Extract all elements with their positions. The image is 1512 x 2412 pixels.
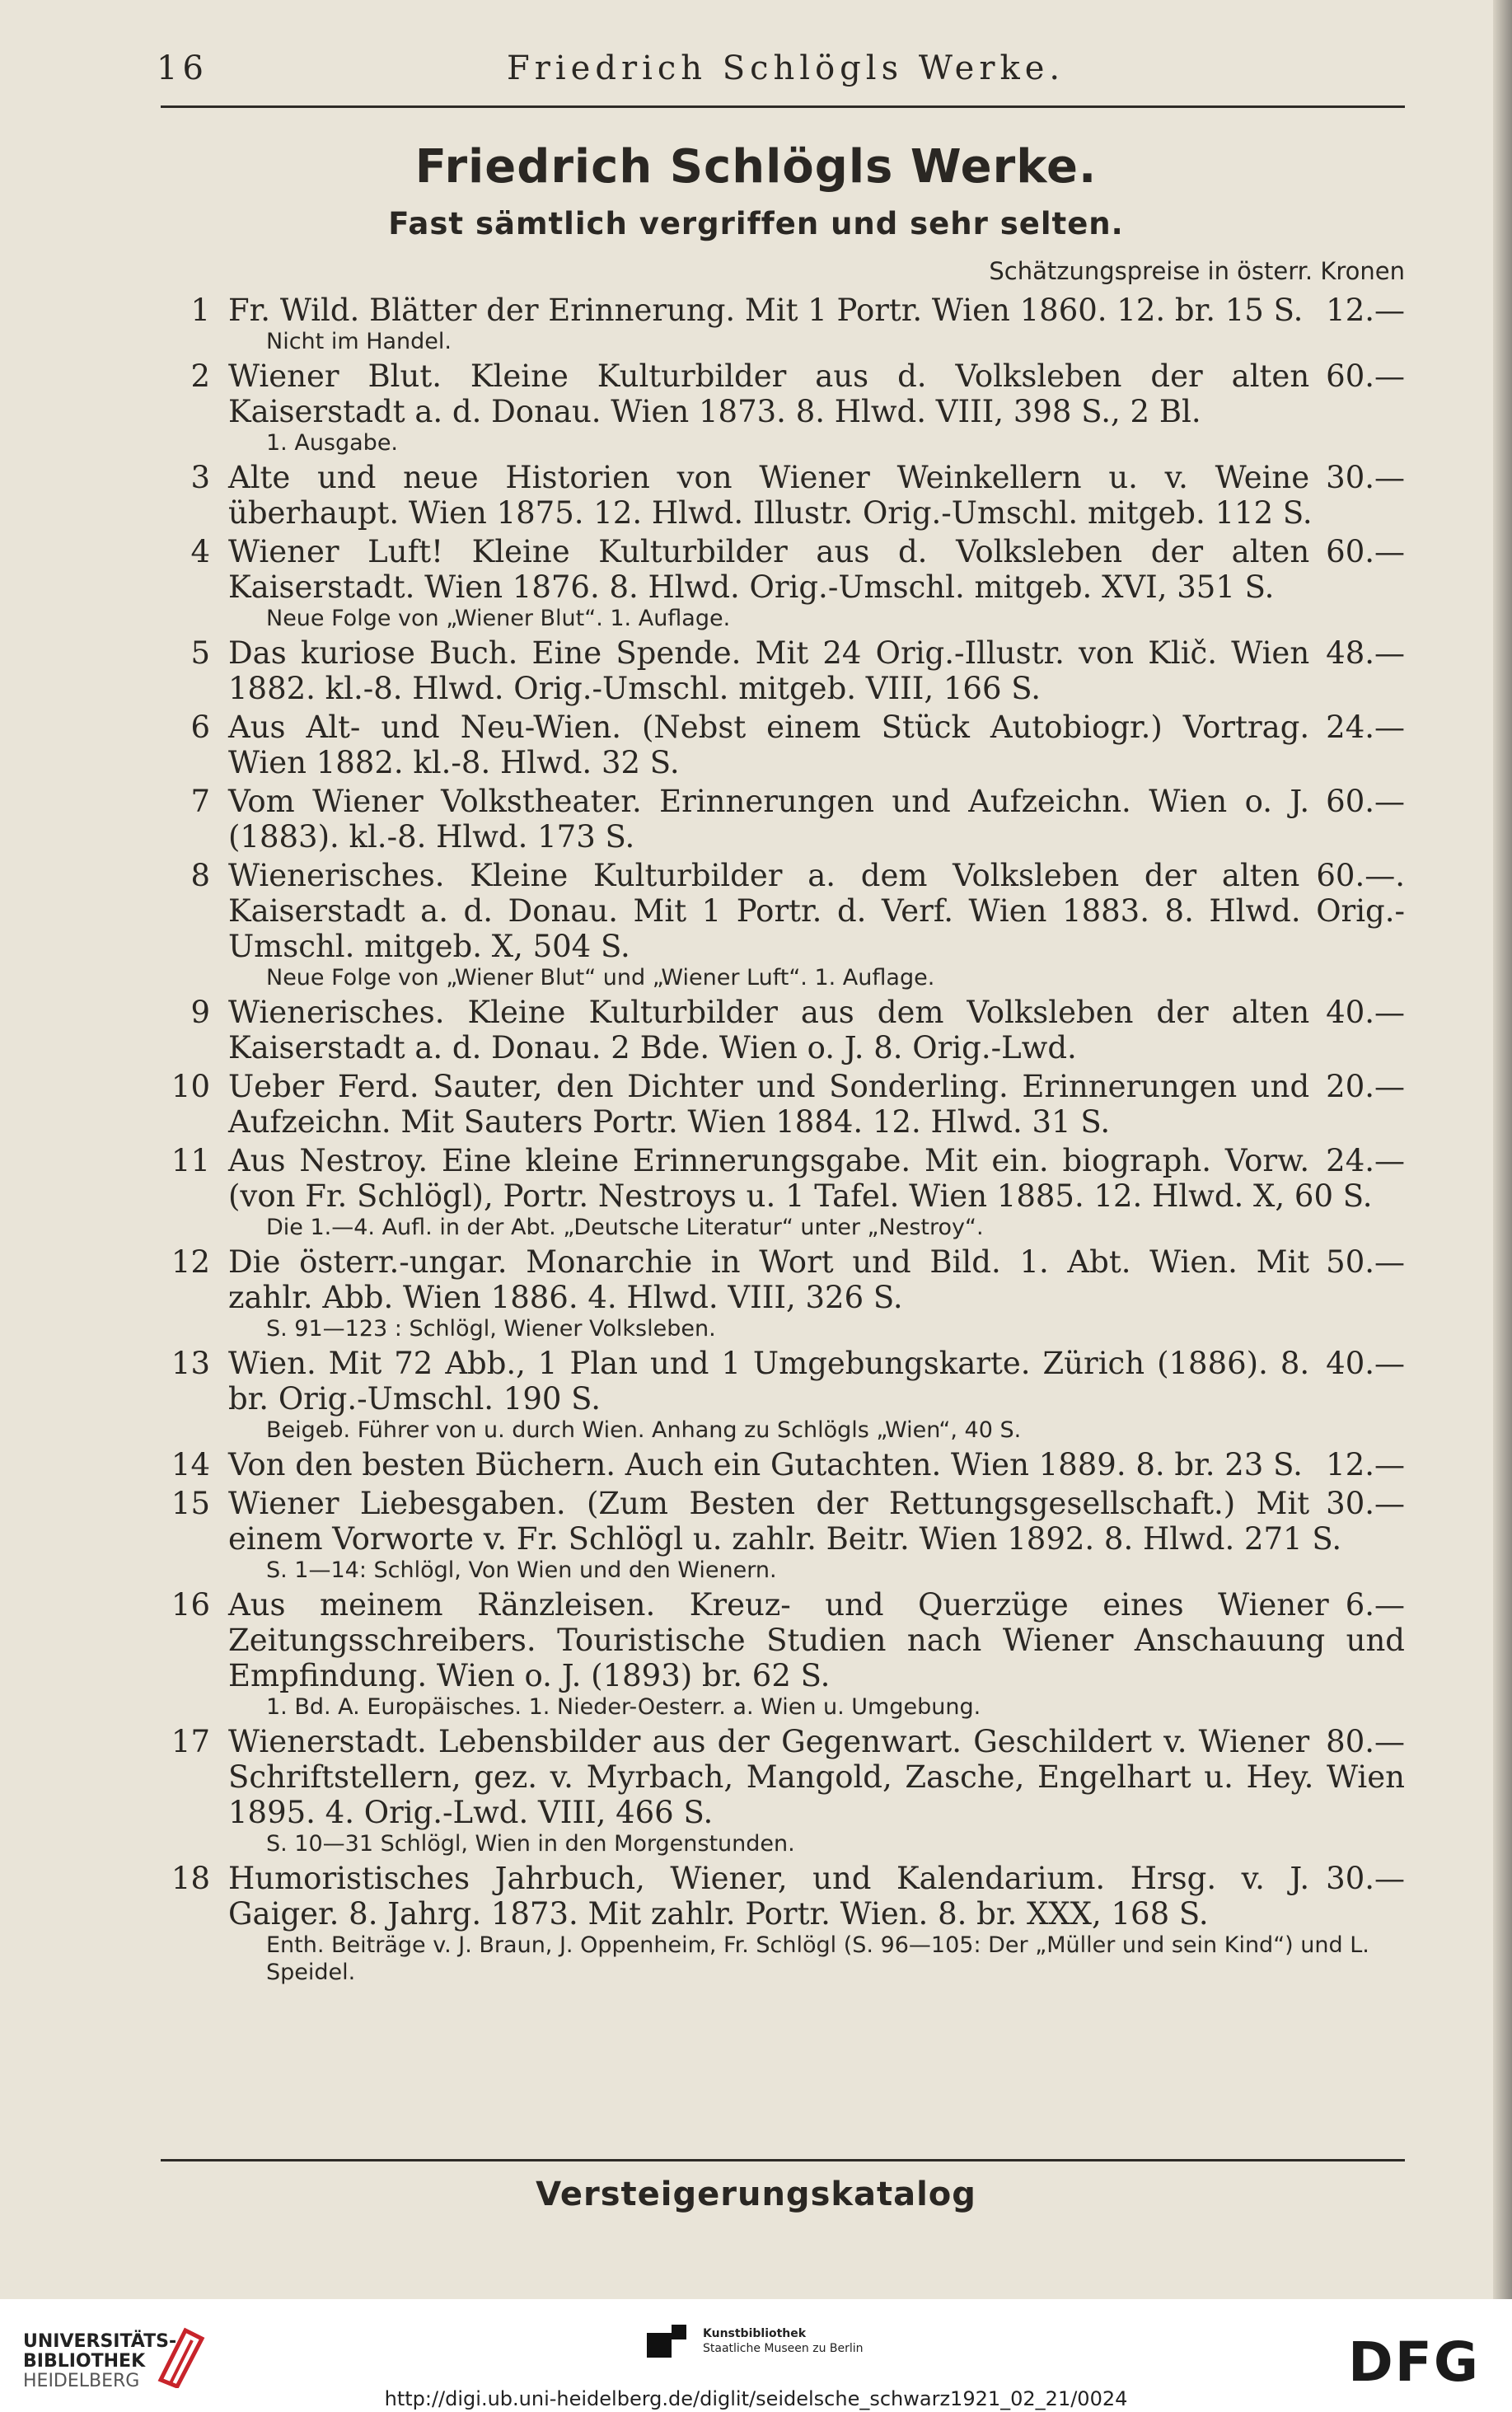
- entry-note: Neue Folge von „Wiener Blut“ und „Wiener Luft“. 1. Auflage.: [266, 965, 935, 991]
- entry-description: [228, 1724, 1405, 1830]
- running-title: Friedrich Schlögls Werke.: [507, 49, 1065, 87]
- entry-number: 17: [171, 1724, 210, 1759]
- catalog-entry: [169, 460, 1405, 531]
- entry-price: 48.—: [1326, 635, 1405, 671]
- entry-number: 15: [171, 1486, 210, 1521]
- entry-price: 30.—: [1326, 1861, 1405, 1896]
- catalog-entries: [169, 293, 1405, 1989]
- entry-text: Aus meinem Ränzleisen. Kreuz- und Querzüge eines Wiener Zeitungsschreibers. Touristische Studien nach Wiener Anschauung und Empfindung. Wien o. J. (1893) br. 62 S.: [228, 1587, 1405, 1693]
- heidelberg-mark-icon: [152, 2322, 210, 2388]
- logo-line: BIBLIOTHEK: [23, 2351, 146, 2372]
- entry-description: [228, 1861, 1405, 1932]
- entry-number: 13: [171, 1346, 210, 1381]
- entry-text: Wienerstadt. Lebensbilder aus der Gegenwart. Geschildert v. Wiener Schriftstellern, gez. v. Myrbach, Mangold, Zasche, Engelhart u. Hey. Wien 1895. 4. Orig.-Lwd. VIII, 466 S.: [228, 1724, 1405, 1830]
- price-column-header: Schätzungspreise in österr. Kronen: [989, 257, 1405, 285]
- entry-price: 30.—: [1326, 1486, 1405, 1521]
- entry-description: [228, 1346, 1405, 1417]
- entry-description: [228, 1587, 1405, 1693]
- entry-number: 8: [190, 858, 210, 893]
- entry-price: 12.—: [1326, 1447, 1405, 1482]
- bottom-rule: [161, 2159, 1405, 2161]
- entry-text: Ueber Ferd. Sauter, den Dichter und Sonderling. Erinnerungen und Aufzeichn. Mit Sauters Portr. Wien 1884. 12. Hlwd. 31 S.: [228, 1069, 1310, 1140]
- catalog-entry: [169, 1724, 1405, 1857]
- entry-description: [228, 293, 1405, 328]
- catalog-entry: [169, 1244, 1405, 1342]
- catalog-entry: [169, 534, 1405, 632]
- entry-text: Von den besten Büchern. Auch ein Gutachten. Wien 1889. 8. br. 23 S.: [228, 1447, 1303, 1482]
- kb-name: Kunstbibliothek: [703, 2327, 807, 2340]
- entry-number: 16: [171, 1587, 210, 1623]
- logo-line: HEIDELBERG: [23, 2371, 140, 2391]
- entry-text: Vom Wiener Volkstheater. Erinnerungen und Aufzeichn. Wien o. J. (1883). kl.-8. Hlwd. 173 S.: [228, 784, 1310, 855]
- entry-note: S. 10—31 Schlögl, Wien in den Morgenstunden.: [266, 1831, 795, 1857]
- entry-price: 6.—: [1345, 1587, 1405, 1623]
- catalog-entry: [169, 1861, 1405, 1986]
- digitization-footer: [0, 2299, 1512, 2412]
- catalog-entry: [169, 1447, 1405, 1482]
- entry-text: Wiener Luft! Kleine Kulturbilder aus d. Volksleben der alten Kaiserstadt. Wien 1876. 8. Hlwd. Orig.-Umschl. mitgeb. XVI, 351 S.: [228, 534, 1310, 605]
- entry-text: Wienerisches. Kleine Kulturbilder aus dem Volksleben der alten Kaiserstadt a. d. Donau. 2 Bde. Wien o. J. 8. Orig.-Lwd.: [228, 995, 1310, 1065]
- top-rule: [161, 105, 1405, 108]
- catalog-entry: [169, 1143, 1405, 1241]
- entry-note: 1. Ausgabe.: [266, 430, 399, 456]
- entry-description: [228, 534, 1405, 605]
- kb-subtitle: Staatliche Museen zu Berlin: [703, 2342, 864, 2355]
- entry-price: 60.—: [1326, 784, 1405, 819]
- entry-description: [228, 460, 1405, 531]
- entry-price: 60.—: [1326, 358, 1405, 394]
- catalog-entry: [169, 995, 1405, 1065]
- page-subtitle: Fast sämtlich vergriffen und sehr selten.: [388, 206, 1124, 241]
- catalog-entry: [169, 1486, 1405, 1584]
- entry-price: 30.—: [1326, 460, 1405, 495]
- entry-text: Wiener Blut. Kleine Kulturbilder aus d. Volksleben der alten Kaiserstadt a. d. Donau. Wien 1873. 8. Hlwd. VIII, 398 S., 2 Bl.: [228, 358, 1310, 429]
- catalog-entry: [169, 1346, 1405, 1444]
- catalog-entry: [169, 858, 1405, 991]
- entry-description: [228, 784, 1405, 855]
- dfg-logo[interactable]: DFG: [1348, 2330, 1481, 2394]
- entry-number: 9: [190, 995, 210, 1030]
- entry-note: Die 1.—4. Aufl. in der Abt. „Deutsche Literatur“ unter „Nestroy“.: [266, 1215, 984, 1240]
- entry-price: 20.—: [1326, 1069, 1405, 1104]
- entry-description: [228, 710, 1405, 780]
- entry-text: Wiener Liebesgaben. (Zum Besten der Rettungsgesellschaft.) Mit einem Vorworte v. Fr. Schlögl u. zahlr. Beitr. Wien 1892. 8. Hlwd. 271 S.: [228, 1486, 1342, 1557]
- entry-description: [228, 995, 1405, 1065]
- catalog-entry: [169, 1069, 1405, 1140]
- entry-text: Humoristisches Jahrbuch, Wiener, und Kalendarium. Hrsg. v. J. Gaiger. 8. Jahrg. 1873. Mit zahlr. Portr. Wien. 8. br. XXX, 168 S.: [228, 1861, 1310, 1932]
- logo-line: UNIVERSITÄTS-: [23, 2331, 177, 2352]
- catalog-entry: [169, 1587, 1405, 1721]
- entry-description: [228, 1244, 1405, 1315]
- entry-number: 11: [171, 1143, 210, 1178]
- entry-price: 24.—: [1326, 710, 1405, 745]
- entry-number: 1: [190, 293, 210, 328]
- entry-price: 40.—: [1326, 1346, 1405, 1381]
- running-head: [157, 49, 1413, 99]
- permalink-url[interactable]: http://digi.ub.uni-heidelberg.de/diglit/seidelsche_schwarz1921_02_21/0024: [384, 2387, 1128, 2410]
- entry-description: [228, 1447, 1405, 1482]
- page-edge-shadow: [1493, 0, 1512, 2299]
- catalog-entry: [169, 710, 1405, 780]
- entry-note: Nicht im Handel.: [266, 329, 452, 354]
- entry-text: Aus Alt- und Neu-Wien. (Nebst einem Stück Autobiogr.) Vortrag. Wien 1882. kl.-8. Hlwd. 32 S.: [228, 710, 1310, 780]
- kunstbibliothek-logo[interactable]: [647, 2321, 919, 2371]
- page-number: 16: [157, 49, 208, 87]
- entry-note: Enth. Beiträge v. J. Braun, J. Oppenheim, Fr. Schlögl (S. 96—105: Der „Müller und sein Kind“) und L. Speidel.: [266, 1932, 1369, 1985]
- entry-number: 14: [171, 1447, 210, 1482]
- entry-price: 50.—: [1326, 1244, 1405, 1280]
- entry-number: 7: [190, 784, 210, 819]
- catalog-entry: [169, 784, 1405, 855]
- entry-price: 60.—: [1326, 534, 1405, 569]
- entry-number: 6: [190, 710, 210, 745]
- entry-description: [228, 358, 1405, 429]
- catalog-entry: [169, 635, 1405, 706]
- catalog-entry: [169, 358, 1405, 457]
- entry-note: S. 1—14: Schlögl, Von Wien und den Wienern.: [266, 1557, 777, 1583]
- catalog-entry: [169, 293, 1405, 355]
- entry-text: Das kuriose Buch. Eine Spende. Mit 24 Orig.-Illustr. von Klič. Wien 1882. kl.-8. Hlwd. Orig.-Umschl. mitgeb. VIII, 166 S.: [228, 635, 1310, 706]
- entry-description: [228, 858, 1405, 964]
- entry-note: Beigeb. Führer von u. durch Wien. Anhang zu Schlögls „Wien“, 40 S.: [266, 1417, 1022, 1443]
- kunstbibliothek-mark-icon: [647, 2325, 688, 2359]
- entry-description: [228, 635, 1405, 706]
- entry-price: 40.—: [1326, 995, 1405, 1030]
- entry-note: S. 91—123 : Schlögl, Wiener Volksleben.: [266, 1316, 716, 1342]
- entry-text: Wienerisches. Kleine Kulturbilder a. dem Volksleben der alten Kaiserstadt a. d. Donau. Mit 1 Portr. d. Verf. Wien 1883. 8. Hlwd. Orig.-Umschl. mitgeb. X, 504 S.: [228, 858, 1405, 964]
- entry-price: 12.—: [1326, 293, 1405, 328]
- footer-title: Versteigerungskatalog: [536, 2175, 976, 2213]
- entry-price: 60.—.: [1316, 858, 1405, 893]
- entry-text: Aus Nestroy. Eine kleine Erinnerungsgabe. Mit ein. biograph. Vorw. (von Fr. Schlögl), Portr. Nestroys u. 1 Tafel. Wien 1885. 12. Hlwd. X, 60 S.: [228, 1143, 1373, 1214]
- page-title: Friedrich Schlögls Werke.: [414, 140, 1098, 194]
- entry-number: 10: [171, 1069, 210, 1104]
- entry-text: Alte und neue Historien von Wiener Weinkellern u. v. Weine überhaupt. Wien 1875. 12. Hlwd. Illustr. Orig.-Umschl. mitgeb. 112 S.: [228, 460, 1313, 531]
- entry-number: 3: [190, 460, 210, 495]
- entry-price: 80.—: [1326, 1724, 1405, 1759]
- entry-description: [228, 1143, 1405, 1214]
- entry-description: [228, 1069, 1405, 1140]
- entry-text: Fr. Wild. Blätter der Erinnerung. Mit 1 Portr. Wien 1860. 12. br. 15 S.: [228, 293, 1304, 328]
- entry-number: 12: [171, 1244, 210, 1280]
- entry-text: Die österr.-ungar. Monarchie in Wort und Bild. 1. Abt. Wien. Mit zahlr. Abb. Wien 1886. 4. Hlwd. VIII, 326 S.: [228, 1244, 1310, 1315]
- entry-number: 18: [171, 1861, 210, 1896]
- entry-text: Wien. Mit 72 Abb., 1 Plan und 1 Umgebungskarte. Zürich (1886). 8. br. Orig.-Umschl. 190 S.: [228, 1346, 1310, 1417]
- entry-note: Neue Folge von „Wiener Blut“. 1. Auflage.: [266, 606, 731, 631]
- entry-price: 24.—: [1326, 1143, 1405, 1178]
- entry-number: 2: [190, 358, 210, 394]
- entry-description: [228, 1486, 1405, 1557]
- entry-number: 4: [190, 534, 210, 569]
- entry-number: 5: [190, 635, 210, 671]
- entry-note: 1. Bd. A. Europäisches. 1. Nieder-Oesterr. a. Wien u. Umgebung.: [266, 1694, 981, 1720]
